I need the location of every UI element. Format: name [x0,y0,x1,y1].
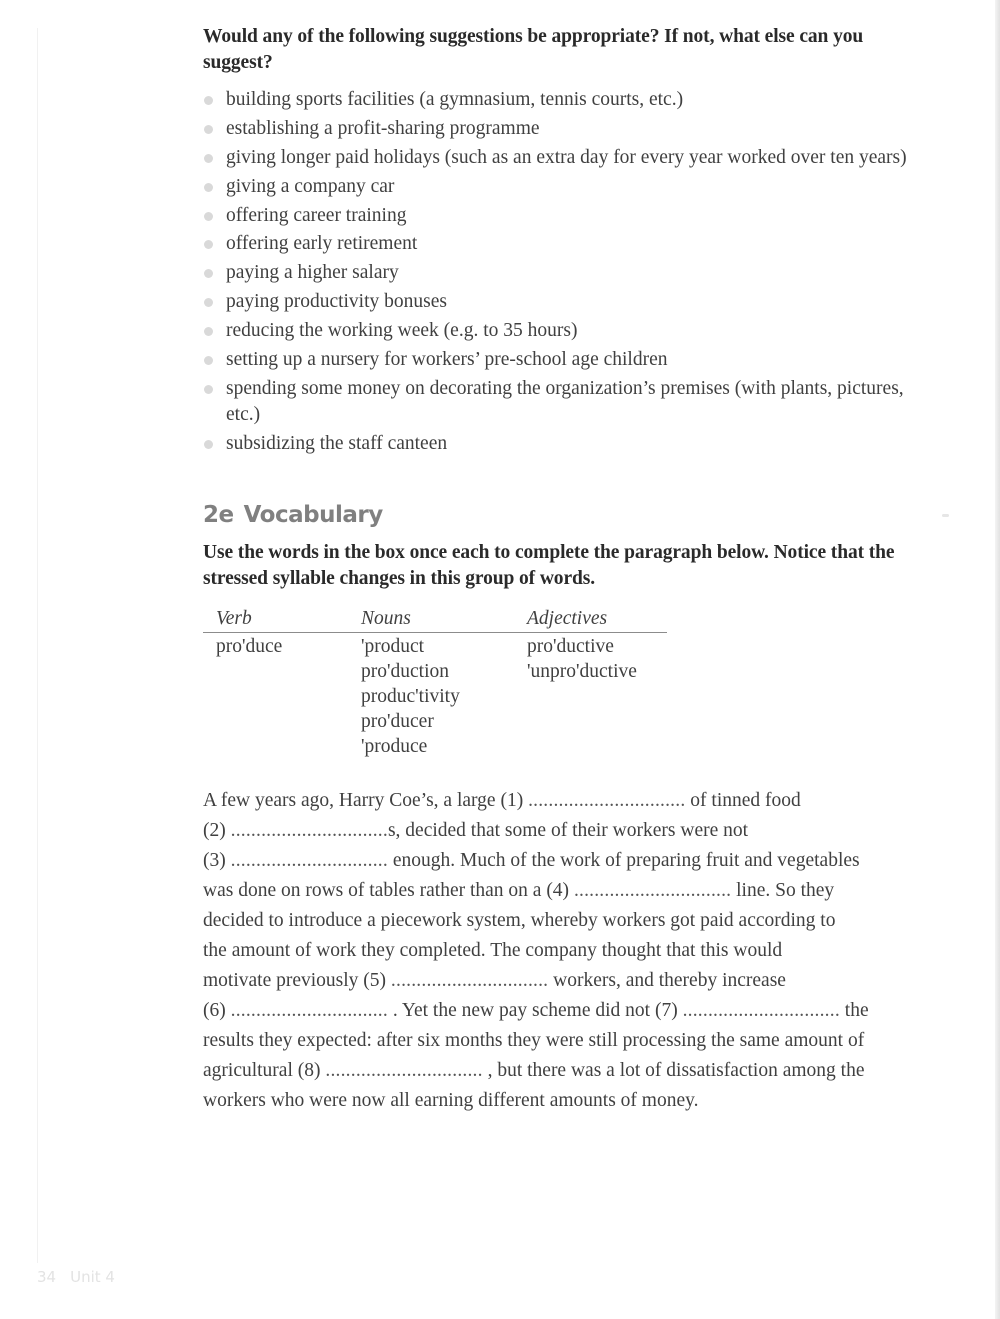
passage-line [203,1026,925,1056]
suggestion-item [203,145,925,171]
adjectives-column [527,634,667,759]
suggestion-item [203,203,925,229]
suggestion-item [203,174,925,200]
suggestion-text: establishing a profit-sharing programme [226,117,540,139]
passage-text: (6) [203,999,231,1021]
noun-word: pro'ducer [361,710,434,732]
passage-text: agricultural (8) [203,1059,326,1081]
page-gutter-line [37,28,38,1263]
word-box-header [203,606,667,633]
bullet-icon [204,212,213,221]
unit-label: Unit 4 [70,1268,115,1286]
page-content [203,24,925,1116]
bullet-icon [204,269,213,278]
answer-blank-3[interactable]: ............................... [230,849,388,871]
bullet-icon [204,96,213,105]
noun-word: 'produce [361,735,428,757]
scan-mark [942,514,949,517]
suggestion-text: paying productivity bonuses [226,291,447,313]
header-nouns: Nouns [361,607,411,629]
answer-blank-8[interactable]: ............................... [325,1059,483,1081]
adjective-word: 'unpro'ductive [527,660,637,682]
bullet-icon [204,327,213,336]
bullet-icon [204,240,213,249]
suggestion-item [203,347,925,373]
passage-text: enough. Much of the work of preparing fruit and vegetables [387,849,860,871]
section-title: Vocabulary [243,501,383,528]
passage-line [203,786,925,816]
noun-word: produc'tivity [361,685,460,707]
header-verb: Verb [216,607,252,629]
answer-blank-4[interactable]: ............................... [573,879,732,901]
answer-blank-5[interactable]: ............................... [390,969,549,991]
passage-line [203,936,925,966]
suggestion-item [203,87,925,113]
discussion-instruction: Would any of the following suggestions be appropriate? If not, what else can you suggest? [203,26,864,73]
passage-text: of tinned food [685,789,801,811]
suggestion-text: building sports facilities (a gymnasium, tennis courts, etc.) [226,89,684,110]
passage-text: workers who were now all earning different amounts of money. [203,1089,699,1111]
passage-text: the amount of work they completed. The company thought that this would [203,939,783,961]
suggestion-text: setting up a nursery for workers’ pre-school age children [226,349,668,371]
bullet-icon [204,154,213,163]
bullet-icon [204,298,213,307]
passage-text: A few years ago, Harry Coe’s, a large (1) [203,789,529,811]
section-number: 2e [203,501,234,528]
suggestions-list [203,87,925,457]
bullet-icon [204,356,213,365]
passage-line [203,906,925,936]
suggestion-item [203,260,925,286]
suggestion-text: reducing the working week (e.g. to 35 hours) [226,320,578,342]
verb-word: pro'duce [216,635,283,657]
passage-text: decided to introduce a piecework system, whereby workers got paid according to [203,909,836,931]
passage-line [203,876,925,906]
nouns-column [361,634,527,759]
bullet-icon [204,125,213,134]
passage-text: was done on rows of tables rather than on a (4) [203,879,574,901]
passage-text: motivate previously (5) [203,969,391,991]
noun-word: 'product [361,635,425,657]
answer-blank-2[interactable]: ............................... [230,819,388,841]
suggestion-text: giving longer paid holidays (such as an extra day for every year worked over ten years) [226,146,907,168]
answer-blank-6[interactable]: ............................... [230,999,388,1021]
passage-text: line. So they [731,879,835,901]
passage-text: . Yet the new pay scheme did not (7) [387,999,683,1021]
suggestion-text: offering career training [226,204,407,226]
header-adjectives: Adjectives [527,607,608,629]
suggestion-item [203,289,925,315]
page-number: 34 [37,1268,57,1286]
section-heading [203,500,925,530]
bullet-icon [204,440,213,449]
noun-word: pro'duction [361,660,449,682]
gap-fill-passage [203,786,925,1116]
suggestion-text: offering early retirement [226,233,418,255]
suggestion-item [203,116,925,142]
adjective-word: pro'ductive [527,635,614,657]
passage-line [203,966,925,996]
passage-line [203,846,925,876]
suggestion-item [203,376,925,428]
suggestion-text: giving a company car [226,175,395,197]
passage-line [203,1056,925,1086]
page-edge-shadow [995,0,1000,1319]
suggestion-text: paying a higher salary [226,262,399,284]
page-footer [37,1268,115,1286]
passage-text: , but there was a lot of dissatisfaction among the [482,1059,865,1081]
bullet-icon [204,183,213,192]
passage-text: (3) [203,849,231,871]
suggestion-item [203,231,925,257]
word-box [203,606,667,759]
answer-blank-1[interactable]: ............................... [528,789,686,811]
passage-line [203,996,925,1026]
passage-text: results they expected: after six months they were still processing the same amount of [203,1029,865,1051]
suggestion-text: subsidizing the staff canteen [226,432,448,454]
suggestion-item [203,318,925,344]
answer-blank-7[interactable]: ............................... [682,999,840,1021]
passage-text: the [839,999,869,1021]
vocabulary-instruction: Use the words in the box once each to complete the paragraph below. Notice that the stressed syllable changes in this group of words. [203,541,895,589]
suggestion-item [203,431,925,457]
passage-text: workers, and thereby increase [548,969,786,991]
bullet-icon [204,385,213,394]
passage-text: s, decided that some of their workers were not [387,819,749,841]
verbs-column [203,634,361,759]
passage-line [203,816,925,846]
word-box-body [203,633,667,759]
passage-line [203,1086,925,1116]
suggestion-text: spending some money on decorating the organization’s premises (with plants, pictures, etc.) [226,377,904,425]
passage-text: (2) [203,819,231,841]
